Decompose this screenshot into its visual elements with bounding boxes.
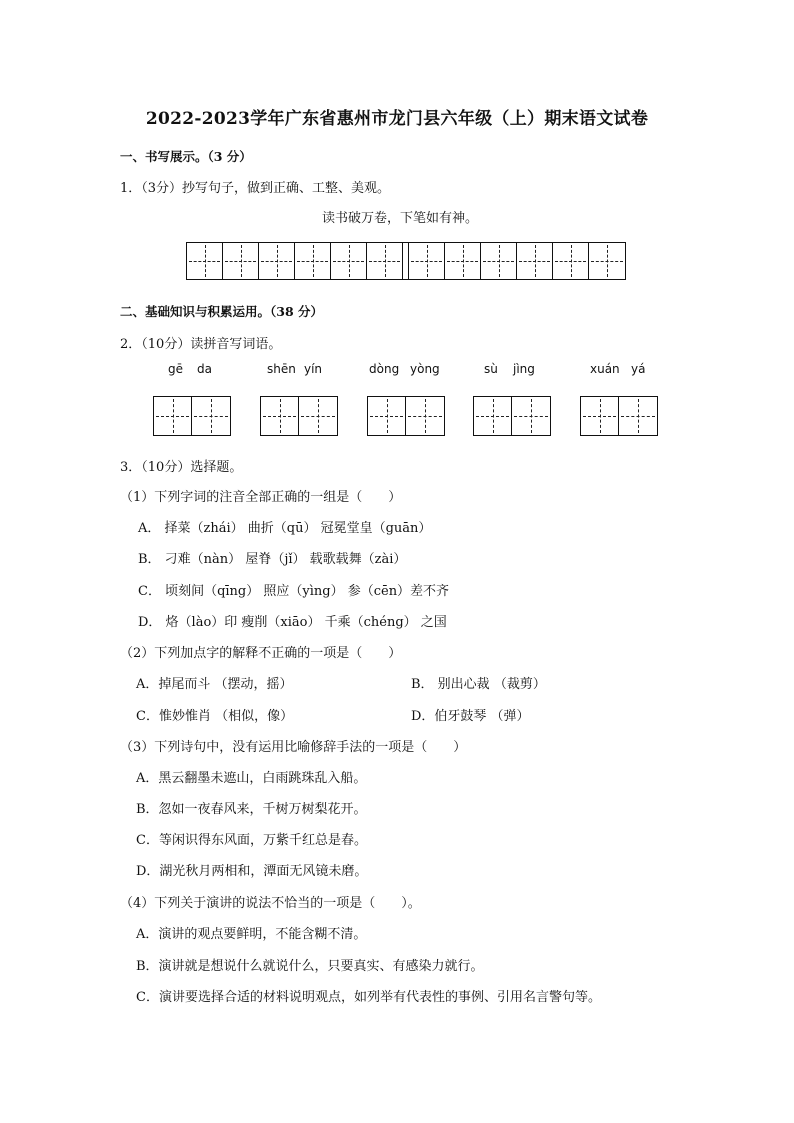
choice-option[interactable]: B．演讲就是想说什么就说什么，只要真实、有感染力就行。 — [136, 959, 484, 974]
pinyin-syllable: jìng — [513, 362, 535, 376]
writing-cell[interactable] — [299, 397, 337, 435]
pinyin-syllable: gē — [168, 362, 183, 376]
answer-box — [260, 396, 338, 436]
writing-cell[interactable] — [154, 397, 192, 435]
writing-cell[interactable] — [581, 397, 619, 435]
writing-cell[interactable] — [368, 397, 406, 435]
writing-cell[interactable] — [223, 243, 259, 279]
pinyin-syllable: dòng — [369, 362, 400, 376]
choice-option[interactable]: A．黑云翻墨未遮山，白雨跳珠乱入船。 — [136, 771, 367, 786]
answer-box — [367, 396, 445, 436]
writing-cell[interactable] — [331, 243, 367, 279]
choice-option[interactable]: C．等闲识得东风面，万紫千红总是春。 — [136, 833, 367, 848]
writing-cell[interactable] — [259, 243, 295, 279]
question-stem: （4）下列关于演讲的说法不恰当的一项是（ ）。 — [120, 896, 421, 911]
pinyin-syllable: yín — [304, 362, 323, 376]
writing-cell[interactable] — [589, 243, 625, 279]
question-2-label: 2．（10分）读拼音写词语。 — [120, 337, 282, 352]
choice-option[interactable]: B．忽如一夜春风来，千树万树梨花开。 — [136, 802, 367, 817]
writing-cell[interactable] — [261, 397, 299, 435]
choice-option[interactable]: B． 别出心裁 （裁剪） — [411, 677, 546, 692]
question-1-label: 1．（3分）抄写句子，做到正确、工整、美观。 — [120, 181, 391, 196]
choice-option[interactable]: C．惟妙惟肖 （相似，像） — [136, 709, 294, 724]
section-heading-2: 二、基础知识与积累运用。（38 分） — [120, 304, 323, 319]
writing-cell[interactable] — [512, 397, 550, 435]
section-heading-1: 一、书写展示。（3 分） — [120, 149, 252, 164]
choice-option[interactable]: A．演讲的观点要鲜明，不能含糊不清。 — [136, 927, 367, 942]
choice-option[interactable]: C．演讲要选择合适的材料说明观点，如列举有代表性的事例、引用名言警句等。 — [136, 990, 601, 1005]
writing-cell[interactable] — [517, 243, 553, 279]
choice-option[interactable]: A． 择菜（zhái） 曲折（qū） 冠冕堂皇（guān） — [138, 521, 432, 536]
choice-option[interactable]: D．湖光秋月两相和，潭面无风镜未磨。 — [136, 864, 368, 879]
pinyin-syllable: xuán — [590, 362, 620, 376]
answer-box — [473, 396, 551, 436]
writing-cell[interactable] — [445, 243, 481, 279]
page-title: 2022-2023学年广东省惠州市龙门县六年级（上）期末语文试卷 — [145, 109, 649, 129]
pinyin-syllable: yá — [631, 362, 646, 376]
copy-sentence: 读书破万卷，下笔如有神。 — [322, 211, 479, 226]
writing-cell[interactable] — [481, 243, 517, 279]
answer-box — [580, 396, 658, 436]
pinyin-syllable: sù — [484, 362, 498, 376]
question-3-label: 3．（10分）选择题。 — [120, 460, 243, 475]
choice-option[interactable]: D． 烙（lào）印 瘦削（xiāo） 千乘（chéng） 之国 — [138, 615, 447, 630]
writing-cell[interactable] — [367, 243, 403, 279]
writing-cell[interactable] — [295, 243, 331, 279]
choice-option[interactable]: C． 顷刻间（qīng） 照应（yìng） 参（cēn）差不齐 — [138, 584, 450, 599]
question-stem: （3）下列诗句中，没有运用比喻修辞手法的一项是（ ） — [120, 740, 467, 755]
writing-cell[interactable] — [406, 397, 444, 435]
writing-cell[interactable] — [187, 243, 223, 279]
choice-option[interactable]: B． 刁难（nàn） 屋脊（jǐ） 载歌载舞（zài） — [138, 552, 407, 567]
pinyin-syllable: shēn — [267, 362, 296, 376]
writing-cell[interactable] — [192, 397, 230, 435]
pinyin-syllable: da — [197, 362, 212, 376]
writing-cell[interactable] — [619, 397, 657, 435]
writing-cell[interactable] — [553, 243, 589, 279]
answer-box — [153, 396, 231, 436]
question-stem: （1）下列字词的注音全部正确的一组是（ ） — [120, 490, 402, 505]
writing-grid — [186, 242, 626, 280]
pinyin-syllable: yòng — [410, 362, 440, 376]
choice-option[interactable]: D．伯牙鼓琴 （弹） — [411, 709, 530, 724]
choice-option[interactable]: A．掉尾而斗 （摆动，摇） — [136, 677, 293, 692]
writing-cell[interactable] — [474, 397, 512, 435]
question-stem: （2）下列加点字的解释不正确的一项是（ ） — [120, 646, 402, 661]
writing-cell[interactable] — [409, 243, 445, 279]
